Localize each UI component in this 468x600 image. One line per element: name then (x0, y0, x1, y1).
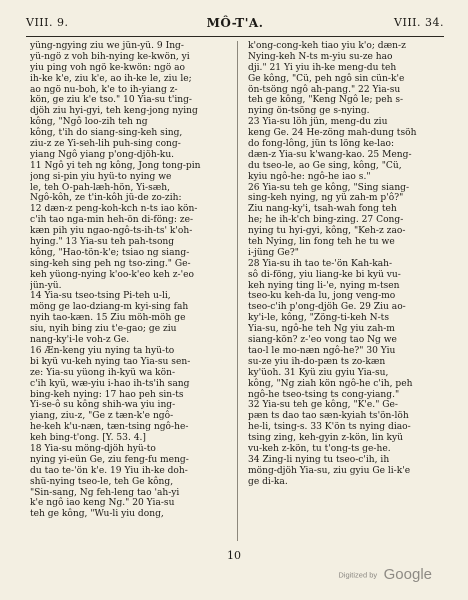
text-line: teh ge kông, "Keng Ngô le; peh s- (248, 95, 404, 106)
text-line: teh Nying, lin fong teh he tu we (248, 237, 395, 248)
page-number: 10 (227, 549, 241, 562)
text-line: du tao te-'ön k'e. 19 Yiu ih-ke doh- (30, 465, 188, 476)
text-line: du tseo-le, ao Ge sing, kông, "Cü, (248, 160, 402, 171)
text-line: kông, "Ngô loo-zih teh ng (30, 117, 148, 128)
text-line: tsing zing, keh-gyin z-kön, lin kyü (248, 433, 403, 444)
text-line: 23 Yia-su löh jün, meng-du ziu (248, 117, 388, 128)
text-line: kæn pih yiu ngao-ngô-ts-ih-ts' k'oh- (30, 226, 193, 237)
text-line: le, teh O-pah-læh-hön, Yi-sæh, (30, 182, 171, 193)
text-line: 14 Yia-su tseo-tsing Pi-teh u-li, (30, 291, 171, 302)
text-line: 26 Yia-su teh ge kông, "Sing siang- (248, 182, 410, 193)
text-line: 18 Yia-su möng-djöh hyü-to (30, 443, 156, 454)
text-line: Yia-su, ngô-he teh Ng yiu zah-m (248, 324, 395, 335)
text-line: möng-djöh Yia-su, ziu gyiu Ge li-k'e (248, 465, 411, 476)
text-line: Yi-se-ô su kông shih-wa yiu ing- (30, 400, 176, 411)
text-line: yü-ngö z voh bih-nying ke-kwön, yi (30, 51, 190, 62)
text-line: ziu-z ze Yi-seh-lih puh-sing cong- (30, 139, 181, 150)
text-line: su-ze yiu ih-do-pæn ts zo-kæn (248, 356, 386, 367)
text-line: vu-keh z-kön, tu t'ong-ts ge-he. (248, 443, 391, 454)
text-line: kông, "Ng ziah kön ngô-he c'ih, peh (248, 378, 413, 389)
left-column (30, 41, 230, 541)
text-line: do fong-lông, jün ts löng ke-lao: (248, 139, 395, 150)
text-line: "Sin-sang, Ng feh-leng tao 'ah-yi (30, 487, 180, 498)
text-line: siu, nyih bing ziu t'e-gao; ge ziu (30, 324, 177, 335)
text-line: 11 Ngô yi teh ng kông, Jong tong-pin (30, 160, 201, 171)
text-line: he-li, tsing-s. 33 K'ön ts nying diao- (248, 422, 411, 433)
text-line: djöh ziu hyi-gyi, teh keng-jong nying (30, 106, 198, 117)
text-line: dæn-z Yia-su k'wang-kao. 25 Meng- (248, 149, 412, 160)
text-line: sing-keh sing peh ng tso-zing." Ge- (30, 258, 191, 269)
text-line: yüng-ngying ziu we jün-yü. 9 Ing- (30, 41, 184, 51)
text-line: 28 Yia-su ih tao te-'ön Kah-kah- (248, 258, 393, 269)
text-line: keh yüong-nying k'oo-k'eo keh z-'eo (30, 269, 194, 280)
header-rule (26, 36, 444, 37)
text-line: teh ge kông, "Wu-li yiu dong, (30, 509, 164, 520)
text-line: he-keh k'u-næn, tæn-tsing ngô-he- (30, 422, 189, 433)
text-line: he; he ih-k'ch bing-zing. 27 Cong- (248, 215, 404, 226)
text-line: 16 Æn-keng yiu nying ta hyü-to (30, 345, 175, 356)
text-line: keng Ge. 24 He-zöng mah-dung tsöh (248, 128, 417, 139)
text-line: yiu ping voh ngö ke-kwön: ngö ao (30, 62, 185, 73)
text-line: kông, "Hao-tön-k'e; tsiao ng siang- (30, 247, 190, 258)
text-line: sing-keh nying, ng yü zah-m p'ô?" (248, 193, 404, 204)
text-line: bi kyü vu-keh nying tao Yia-su sen- (30, 356, 191, 367)
text-line: kông, t'ih do siang-sing-keh sing, (30, 128, 183, 139)
text-line: 32 Yia-su teh ge kông, "K'e." Ge- (248, 400, 398, 411)
column-divider (237, 41, 238, 541)
text-line: ky'i-le, kông, "Zöng-ti-keh N-ts (248, 313, 389, 324)
text-line: nying yi-eün Ge, ziu feng-fu meng- (30, 454, 189, 465)
text-line: jün-yü. (30, 280, 62, 291)
text-line: k'ong-cong-keh tiao yiu k'o; dæn-z (248, 41, 406, 51)
text-line: ngô-he tseo-tsing ts cong-yiang." (248, 389, 400, 400)
text-line: bing-keh nying: 17 hao peh sin-ts (30, 389, 184, 400)
right-column (248, 41, 444, 541)
google-logo-text: Google (383, 566, 432, 584)
text-line: jong si-pin yiu hyü-to nying we (30, 171, 172, 182)
text-line: tseo-c'ih p'ong-djöh Ge. 29 Ziu ao- (248, 302, 406, 313)
text-line: ze: Yia-su yüong ih-kyü wa kön- (30, 367, 176, 378)
digitized-by-label: Digitized by (338, 570, 378, 580)
text-line: ön-tsöng ngô ah-pang." 22 Yia-su (248, 84, 401, 95)
running-header (26, 16, 444, 34)
text-line: nying ön-tsöng ge s-nying. (248, 106, 370, 117)
text-line: k'e ngô iao keng Ng." 20 Yia-su (30, 498, 175, 509)
text-line: yiang, ziu-z, "Ge z tæn-k'e ngô- (30, 411, 174, 422)
text-line: c'ih tao nga-min heh-ön di-föng: ze- (30, 215, 194, 226)
text-line: sô di-föng, yiu liang-ke bi kyü vu- (248, 269, 401, 280)
header-left-reference: VIII. 9. (26, 16, 69, 29)
text-line: yiang Ngô yiang p'ong-djöh-ku. (30, 149, 175, 160)
text-line: pæn ts dao tao sæn-kyiah ts'ön-löh (248, 411, 409, 422)
header-title: MÔ-T'A. (206, 16, 264, 30)
text-line: shü-nying tseo-le, teh Ge kông, (30, 476, 174, 487)
text-line: nying tu hyi-gyi, kông, "Keh-z zao- (248, 226, 406, 237)
text-line: Ziu nang-ky'i, tsah-wah fong teh (248, 204, 397, 215)
header-right-reference: VIII. 34. (394, 16, 444, 29)
text-line: Nying-keh N-ts m-yiu su-ze hao (248, 51, 393, 62)
text-line: tao-l le mo-næn ngô-he?" 30 Yiu (248, 345, 396, 356)
text-line: Ngô-kôh, ze t'in-kôh jü-de zo-zih: (30, 193, 182, 204)
text-line: tseo-ku keh-da lu, jong veng-mo (248, 291, 396, 302)
text-line: hying." 13 Yia-su teh pah-tsong (30, 237, 175, 248)
text-line: kön, ge ziu k'e tso." 10 Yia-su t'ing- (30, 95, 192, 106)
text-line: kyiu ngô-he: ngô-he iao s." (248, 171, 371, 182)
text-line: nang-ky'i-le voh-z Ge. (30, 335, 130, 346)
text-line: ge di-ka. (248, 476, 288, 487)
text-line: nyih tao-kæn. 15 Ziu möh-möh ge (30, 313, 186, 324)
text-line: i-jüng Ge?" (248, 247, 299, 258)
text-line: 12 dæn-z peng-koh-kch n-ts iao kön- (30, 204, 198, 215)
text-line: c'ih kyü, wæ-yiu i-hao ih-ts'ih sang (30, 378, 190, 389)
digitization-watermark (338, 566, 432, 584)
text-line: möng ge lao-dziang-m kyi-sing fah (30, 302, 189, 313)
text-line: keh bing-t'ong. [Y. 53. 4.] (30, 433, 146, 444)
text-line: ao ngö nu-boh, k'e to ih-yiang z- (30, 84, 178, 95)
text-line: ky'üoh. 31 Kyü ziu gyiu Yia-su, (248, 367, 389, 378)
text-line: keh nying ting li-'e, nying m-tsen (248, 280, 400, 291)
text-line: siang-kön? z-'eo vong tao Ng we (248, 335, 397, 346)
text-line: ih-ke k'e, ziu k'e, ao ih-ke le, ziu le; (30, 73, 192, 84)
text-line: 34 Zing-li nying tu tseo-c'ih, ih (248, 454, 390, 465)
text-line: dji." 21 Yi yiu ih-ke meng-du teh (248, 62, 397, 73)
text-line: Ge kông, "Cü, peh ngô sin cün-k'e (248, 73, 405, 84)
text-columns (26, 41, 444, 541)
